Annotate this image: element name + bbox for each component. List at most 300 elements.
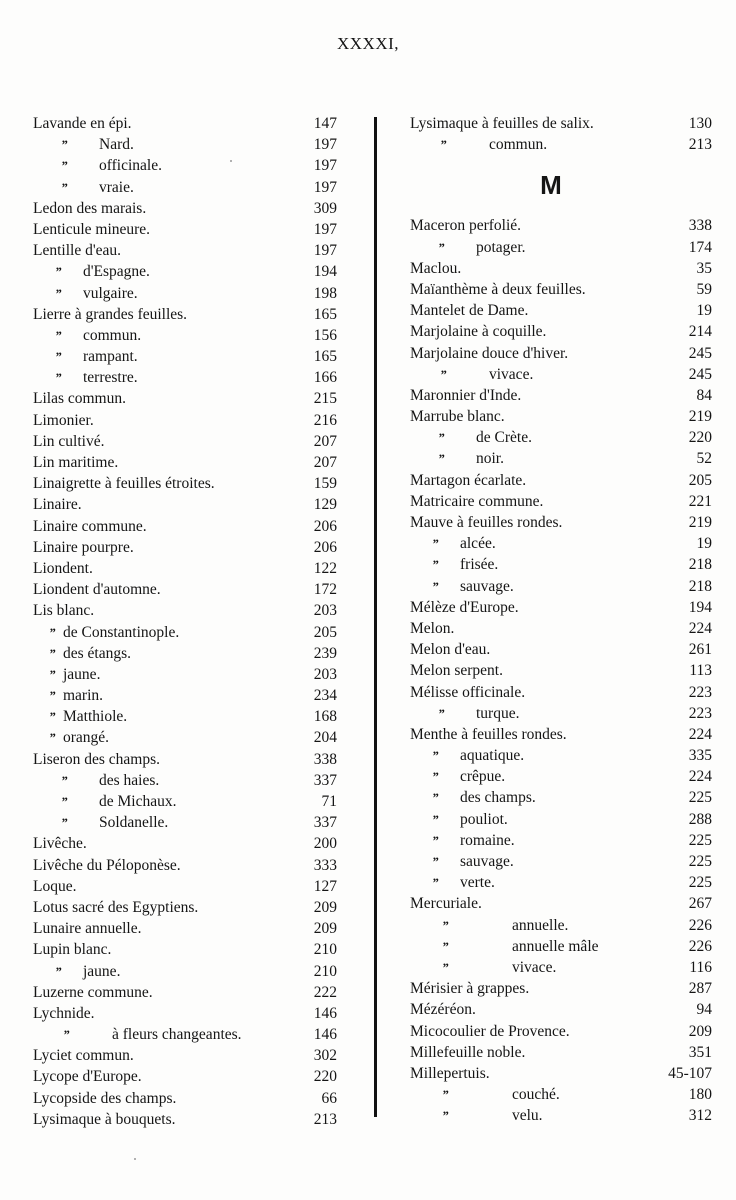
entry-page-number: 122 [313, 559, 337, 577]
entry-name: rampant. [83, 348, 138, 366]
entry-name: sauvage. [460, 853, 514, 870]
entry-name: Liondent. [33, 559, 93, 577]
entry-name: annuelle. [512, 916, 569, 934]
entry-page-number: 165 [313, 305, 337, 323]
ditto-mark: ” [49, 730, 56, 746]
index-entry [410, 766, 712, 787]
entry-page-number: 130 [688, 115, 712, 132]
entry-page-number: 207 [313, 432, 337, 450]
entry-page-number: 218 [688, 556, 712, 574]
entry-page-number: 197 [313, 157, 337, 175]
entry-page-number: 221 [688, 492, 712, 510]
index-column-left [33, 113, 337, 1130]
index-entry [33, 325, 337, 346]
ditto-mark: ” [442, 1108, 449, 1124]
ditto-mark: ” [61, 815, 68, 831]
entry-page-number: 338 [688, 217, 712, 235]
entry-page-number: 197 [313, 242, 337, 260]
ditto-mark: ” [61, 772, 68, 788]
entry-name: Mélisse officinale. [410, 683, 526, 701]
entry-name: Marjolaine à coquille. [410, 323, 547, 341]
entry-name: vraie. [99, 178, 134, 196]
ditto-mark: ” [442, 938, 449, 954]
index-entry [410, 134, 712, 155]
index-entry [410, 893, 712, 914]
index-entry [410, 957, 712, 978]
index-entry [33, 643, 337, 664]
entry-name: annuelle mâle [512, 937, 599, 955]
index-entry [33, 749, 337, 770]
entry-page-number: 203 [313, 602, 337, 620]
entry-page-number: 226 [688, 937, 712, 955]
entry-page-number: 146 [313, 1004, 337, 1022]
index-entry [33, 410, 337, 431]
entry-page-number: 165 [313, 348, 337, 366]
entry-page-number: 219 [688, 408, 712, 426]
entry-page-number: 312 [688, 1107, 712, 1125]
ditto-mark: ” [61, 794, 68, 809]
entry-name: Loque. [33, 877, 77, 895]
ditto-mark: ” [440, 366, 447, 382]
entry-page-number: 225 [688, 874, 712, 892]
entry-name: Lis blanc. [33, 602, 95, 620]
entry-name: Lyciet commun. [33, 1047, 134, 1065]
entry-page-number: 220 [313, 1068, 337, 1086]
entry-page-number: 226 [688, 916, 712, 934]
index-entry [33, 664, 337, 685]
index-entry [33, 812, 337, 833]
index-entry [33, 897, 337, 918]
ditto-mark: ” [432, 769, 439, 785]
index-entry [410, 597, 712, 618]
entry-page-number: 174 [688, 238, 712, 256]
entry-name: Linaire commune. [33, 517, 147, 535]
index-entry [410, 491, 712, 512]
index-entry [33, 685, 337, 706]
entry-name: Mélèze d'Europe. [410, 598, 519, 616]
entry-page-number: 210 [313, 962, 337, 980]
entry-name: Lilas commun. [33, 390, 126, 408]
entry-page-number: 267 [688, 895, 712, 913]
entry-page-number: 245 [688, 365, 712, 383]
entry-page-number: 180 [688, 1086, 712, 1104]
index-entry [410, 682, 712, 703]
entry-page-number: 215 [313, 390, 337, 408]
index-entry [33, 622, 337, 643]
entry-name: des étangs. [63, 644, 132, 662]
entry-page-number: 205 [313, 623, 337, 641]
entry-page-number: 309 [313, 199, 337, 217]
entry-page-number: 194 [313, 263, 337, 281]
index-entry [33, 113, 337, 134]
index-entry [410, 787, 712, 808]
index-entry [33, 1045, 337, 1066]
ditto-mark: ” [49, 666, 56, 682]
index-entry [410, 300, 712, 321]
entry-page-number: 234 [313, 687, 337, 705]
entry-page-number: 168 [313, 708, 337, 726]
entry-name: des haies. [99, 771, 160, 789]
entry-page-number: 206 [313, 517, 337, 535]
index-entry [33, 155, 337, 176]
index-entry [410, 321, 712, 342]
entry-page-number: 59 [696, 280, 712, 298]
index-entry [33, 346, 337, 367]
entry-name: Nard. [99, 136, 134, 154]
entry-page-number: 172 [313, 581, 337, 599]
ditto-mark: ” [442, 959, 449, 975]
entry-page-number: 224 [688, 725, 712, 743]
entry-name: verte. [460, 874, 495, 892]
ditto-mark: ” [432, 748, 439, 764]
entry-page-number: 224 [688, 768, 712, 786]
entry-page-number: 213 [313, 1110, 337, 1128]
entry-page-number: 159 [313, 475, 337, 493]
entry-page-number: 52 [696, 450, 712, 468]
entry-name: commun. [489, 136, 548, 154]
index-entry [410, 978, 712, 999]
entry-name: velu. [512, 1107, 543, 1125]
entry-name: Lotus sacré des Egyptiens. [33, 898, 199, 916]
entry-name: des champs. [460, 789, 536, 807]
entry-name: aquatique. [460, 747, 525, 765]
entry-name: Matthiole. [63, 708, 128, 726]
entry-name: de Constantinople. [63, 623, 180, 641]
paper-speck [230, 160, 232, 162]
index-entry [33, 961, 337, 982]
ditto-mark: ” [61, 137, 68, 153]
ditto-mark: ” [432, 536, 439, 552]
right-column-entries [410, 215, 712, 1126]
ditto-mark: ” [432, 557, 439, 573]
index-entry [33, 240, 337, 261]
ditto-mark: ” [440, 137, 447, 153]
entry-name: potager. [476, 238, 526, 256]
index-entry [410, 364, 712, 385]
index-entry [33, 452, 337, 473]
entry-name: Lentille d'eau. [33, 242, 122, 260]
index-entry [410, 809, 712, 830]
ditto-mark: ” [55, 349, 62, 365]
entry-name: marin. [63, 687, 104, 705]
entry-page-number: 129 [313, 496, 337, 514]
entry-name: Lavande en épi. [33, 115, 132, 132]
index-entry [410, 385, 712, 406]
index-entry [410, 1042, 712, 1063]
index-entry [33, 388, 337, 409]
entry-name: de Michaux. [99, 793, 177, 810]
entry-page-number: 335 [688, 747, 712, 765]
ditto-mark: ” [55, 264, 62, 280]
entry-page-number: 261 [688, 641, 712, 659]
entry-name: Maclou. [410, 259, 462, 277]
entry-name: vivace. [512, 958, 557, 976]
ditto-mark: ” [432, 790, 439, 806]
ditto-mark: ” [432, 875, 439, 891]
entry-page-number: 209 [688, 1022, 712, 1040]
entry-page-number: 216 [313, 411, 337, 429]
ditto-mark: ” [55, 963, 62, 979]
index-entry [410, 258, 712, 279]
index-entry [410, 279, 712, 300]
entry-name: Millepertuis. [410, 1064, 490, 1082]
index-entry [33, 473, 337, 494]
index-entry [410, 427, 712, 448]
entry-page-number: 197 [313, 220, 337, 238]
entry-name: Lycope d'Europe. [33, 1068, 142, 1086]
entry-name: Mauve à feuilles rondes. [410, 514, 563, 531]
entry-name: Lysimaque à feuilles de salix. [410, 115, 594, 132]
entry-name: à fleurs changeantes. [112, 1026, 242, 1044]
entry-name: Linaire pourpre. [33, 538, 134, 556]
entry-page-number: 66 [321, 1089, 337, 1107]
index-entry [410, 915, 712, 936]
ditto-mark: ” [438, 430, 445, 446]
entry-page-number: 287 [688, 980, 712, 998]
index-entry [410, 237, 712, 258]
entry-name: couché. [512, 1086, 560, 1104]
index-entry [33, 855, 337, 876]
entry-name: Melon. [410, 619, 455, 637]
entry-page-number: 198 [313, 284, 337, 302]
index-entry [33, 367, 337, 388]
index-entry [410, 703, 712, 724]
entry-name: Menthe à feuilles rondes. [410, 725, 567, 743]
entry-page-number: 19 [696, 535, 712, 553]
entry-page-number: 35 [696, 259, 712, 277]
entry-name: Lupin blanc. [33, 941, 112, 959]
index-entry [33, 791, 337, 812]
index-entry [410, 745, 712, 766]
index-column-right [410, 113, 712, 1126]
index-entry [33, 982, 337, 1003]
index-entry [33, 918, 337, 939]
entry-page-number: 71 [321, 793, 337, 810]
index-entry [410, 724, 712, 745]
entry-name: Lysimaque à bouquets. [33, 1110, 176, 1128]
ditto-mark: ” [442, 917, 449, 933]
index-entry [410, 576, 712, 597]
index-entry [410, 533, 712, 554]
entry-name: crêpue. [460, 768, 506, 786]
entry-name: Livêche. [33, 835, 87, 853]
index-entry [33, 1024, 337, 1045]
index-entry [33, 134, 337, 155]
entry-page-number: 127 [313, 877, 337, 895]
entry-page-number: 116 [689, 958, 712, 976]
index-entry [33, 261, 337, 282]
ditto-mark: ” [63, 1027, 70, 1043]
entry-name: Lierre à grandes feuilles. [33, 305, 188, 323]
entry-name: sauvage. [460, 577, 514, 595]
entry-page-number: 19 [696, 302, 712, 320]
index-entry [33, 1066, 337, 1087]
index-entry [33, 516, 337, 537]
entry-page-number: 209 [313, 920, 337, 938]
right-column-continued-entries [410, 113, 712, 155]
entry-name: Marjolaine douce d'hiver. [410, 344, 569, 362]
index-entry [33, 770, 337, 791]
entry-name: Luzerne commune. [33, 983, 153, 1001]
index-entry [33, 1003, 337, 1024]
entry-name: Liseron des champs. [33, 750, 160, 768]
entry-page-number: 194 [688, 598, 712, 616]
index-entry [410, 554, 712, 575]
entry-name: Lunaire annuelle. [33, 920, 142, 938]
entry-name: pouliot. [460, 810, 508, 828]
entry-name: Maronnier d'Inde. [410, 386, 522, 404]
ditto-mark: ” [55, 285, 62, 301]
index-entry [33, 600, 337, 621]
index-entry [410, 1063, 712, 1084]
ditto-mark: ” [432, 854, 439, 869]
entry-page-number: 337 [313, 814, 337, 832]
ditto-mark: ” [438, 451, 445, 467]
index-entry [410, 936, 712, 957]
index-entry [33, 537, 337, 558]
entry-name: d'Espagne. [83, 263, 150, 281]
entry-name: Lycopside des champs. [33, 1089, 177, 1107]
index-entry [33, 494, 337, 515]
entry-page-number: 222 [313, 983, 337, 1001]
entry-page-number: 219 [688, 514, 712, 531]
index-entry [410, 660, 712, 681]
entry-page-number: 200 [313, 835, 337, 853]
entry-name: alcée. [460, 535, 496, 553]
ditto-mark: ” [442, 1087, 449, 1103]
entry-name: Mantelet de Dame. [410, 302, 529, 320]
index-entry [33, 304, 337, 325]
index-entry [410, 872, 712, 893]
ditto-mark: ” [432, 811, 439, 827]
entry-name: Martagon écarlate. [410, 471, 527, 489]
entry-page-number: 204 [313, 729, 337, 747]
entry-page-number: 213 [688, 136, 712, 154]
index-entry [410, 470, 712, 491]
entry-page-number: 351 [688, 1043, 712, 1061]
entry-page-number: 333 [313, 856, 337, 874]
index-entry [33, 558, 337, 579]
entry-name: Micocoulier de Provence. [410, 1022, 570, 1040]
entry-name: vulgaire. [83, 284, 138, 302]
entry-name: Mérisier à grappes. [410, 980, 530, 998]
entry-name: Mézéréon. [410, 1001, 476, 1019]
entry-page-number: 224 [688, 619, 712, 637]
entry-page-number: 338 [313, 750, 337, 768]
entry-page-number: 218 [688, 577, 712, 595]
ditto-mark: ” [61, 179, 68, 195]
index-entry [410, 999, 712, 1020]
entry-name: Lenticule mineure. [33, 220, 151, 238]
section-letter-heading: M [540, 170, 562, 201]
entry-page-number: 147 [313, 115, 337, 132]
entry-name: Mercuriale. [410, 895, 482, 913]
entry-name: Matricaire commune. [410, 492, 544, 510]
entry-name: Melon serpent. [410, 662, 503, 680]
entry-page-number: 223 [688, 704, 712, 722]
entry-page-number: 209 [313, 898, 337, 916]
entry-page-number: 225 [688, 789, 712, 807]
entry-name: Linaire. [33, 496, 82, 514]
index-entry [33, 1088, 337, 1109]
entry-name: noir. [476, 450, 504, 468]
entry-name: Lychnide. [33, 1004, 95, 1022]
index-entry [410, 1105, 712, 1126]
entry-name: Lin cultivé. [33, 432, 105, 450]
entry-page-number: 214 [688, 323, 712, 341]
index-entry [33, 727, 337, 748]
entry-name: turque. [476, 704, 520, 722]
index-entry [410, 113, 712, 134]
index-entry [33, 431, 337, 452]
index-entry [410, 448, 712, 469]
entry-name: frisée. [460, 556, 499, 574]
entry-page-number: 166 [313, 369, 337, 387]
ditto-mark: ” [438, 705, 445, 721]
entry-page-number: 337 [313, 771, 337, 789]
index-entry [410, 343, 712, 364]
entry-name: Melon d'eau. [410, 641, 491, 659]
entry-name: Marrube blanc. [410, 408, 505, 426]
index-entry [410, 830, 712, 851]
entry-name: jaune. [83, 962, 121, 980]
entry-name: Limonier. [33, 411, 94, 429]
entry-name: Maïanthème à deux feuilles. [410, 280, 586, 298]
entry-name: romaine. [460, 831, 515, 849]
index-entry [33, 198, 337, 219]
entry-page-number: 220 [688, 429, 712, 447]
entry-page-number: 210 [313, 941, 337, 959]
index-entry [33, 283, 337, 304]
entry-page-number: 245 [688, 344, 712, 362]
index-entry [410, 1021, 712, 1042]
index-entry [410, 851, 712, 872]
entry-page-number: 94 [696, 1001, 712, 1019]
index-entry [33, 939, 337, 960]
entry-name: Liondent d'automne. [33, 581, 161, 599]
entry-page-number: 113 [689, 662, 712, 680]
ditto-mark: ” [49, 645, 56, 661]
entry-name: commun. [83, 326, 142, 344]
index-entry [33, 876, 337, 897]
entry-name: orangé. [63, 729, 110, 747]
entry-name: officinale. [99, 157, 162, 175]
entry-page-number: 288 [688, 810, 712, 828]
entry-name: de Crète. [476, 429, 532, 447]
index-entry [33, 579, 337, 600]
entry-page-number: 206 [313, 538, 337, 556]
index-entry [33, 1109, 337, 1130]
ditto-mark: ” [55, 370, 62, 386]
entry-page-number: 205 [688, 471, 712, 489]
index-entry [33, 177, 337, 198]
entry-page-number: 239 [313, 644, 337, 662]
index-entry [33, 706, 337, 727]
ditto-mark: ” [55, 327, 62, 343]
entry-name: jaune. [63, 665, 101, 683]
ditto-mark: ” [49, 624, 56, 640]
page-number: XXXXI, [336, 34, 400, 53]
paper-speck [134, 1158, 136, 1160]
entry-name: Millefeuille noble. [410, 1043, 526, 1061]
entry-page-number: 207 [313, 454, 337, 471]
entry-page-number: 45-107 [668, 1064, 712, 1082]
entry-name: Ledon des marais. [33, 199, 147, 217]
ditto-mark: ” [49, 688, 56, 704]
entry-name: Linaigrette à feuilles étroites. [33, 475, 215, 493]
ditto-mark: ” [432, 832, 439, 848]
entry-page-number: 156 [313, 326, 337, 344]
